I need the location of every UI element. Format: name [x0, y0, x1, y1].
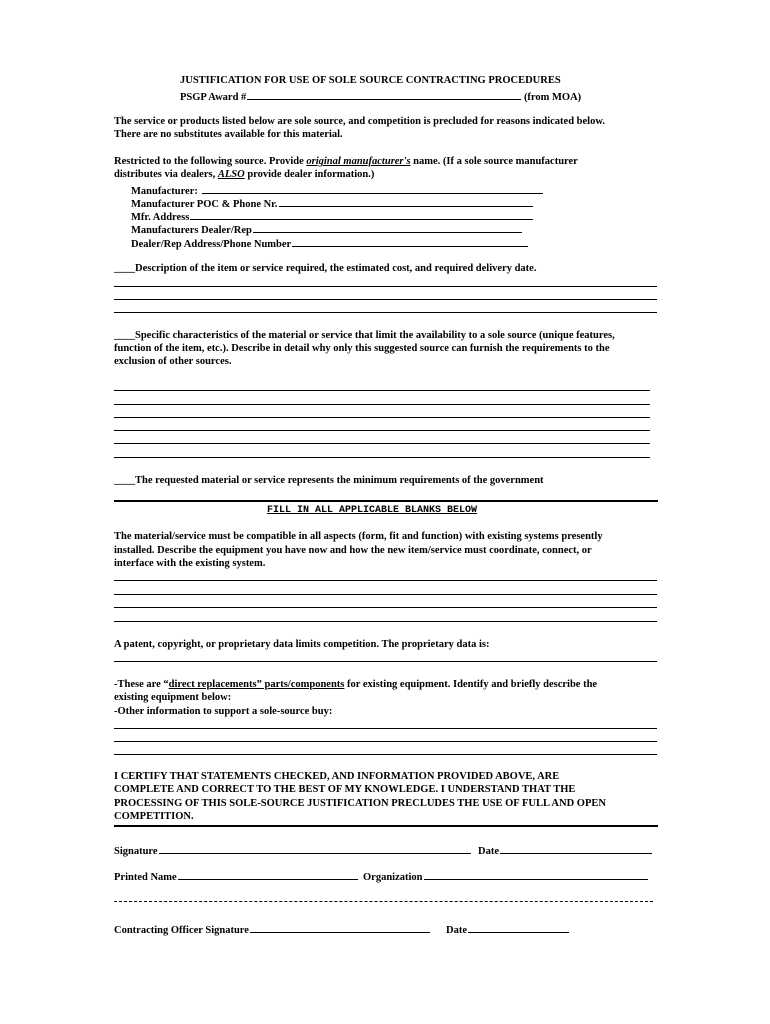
printed-name-row — [114, 868, 358, 884]
compatible-line-2: installed. Describe the equipment you have now and how the new item/service must coordinate, connect, or — [114, 545, 592, 556]
award-row — [180, 88, 581, 104]
other-info-text: -Other information to support a sole-source buy: — [114, 706, 333, 717]
also-emphasis: ALSO — [217, 169, 245, 180]
direct-replacements-emphasis: direct replacements” parts/components — [168, 679, 345, 690]
dashed-separator — [114, 901, 653, 902]
patent-line[interactable] — [114, 661, 657, 662]
minimum-row — [114, 474, 544, 487]
original-manufacturer-emphasis: original manufacturer's — [306, 156, 411, 167]
intro-line-1: The service or products listed below are sole source, and competition is precluded for reasons indicated below. — [114, 116, 605, 127]
replacements-line-1: -These are “direct replacements” parts/components for existing equipment. Identify and briefly describe the — [114, 679, 598, 690]
organization-row — [363, 868, 648, 884]
manufacturer-poc-label: Manufacturer POC & Phone Nr. — [131, 199, 278, 210]
mfr-address-label: Mfr. Address — [131, 212, 190, 223]
form-title: JUSTIFICATION FOR USE OF SOLE SOURCE CONTRACTING PROCEDURES — [180, 75, 561, 86]
description-checkbox[interactable]: ____ — [114, 263, 135, 274]
co-signature-row — [114, 921, 430, 937]
organization-label: Organization — [363, 872, 423, 883]
description-row — [114, 262, 536, 275]
dealer-rep-field[interactable] — [253, 221, 522, 233]
description-line[interactable] — [114, 286, 657, 287]
compatible-line-1: The material/service must be compatible in all aspects (form, fit and function) with existing systems presently — [114, 531, 603, 542]
printed-name-field[interactable] — [178, 868, 358, 880]
date-label: Date — [478, 846, 499, 857]
replacements-line-2: existing equipment below: — [114, 692, 232, 703]
certify-divider — [114, 825, 658, 827]
award-number-field[interactable] — [247, 88, 521, 100]
award-suffix: (from MOA) — [523, 92, 582, 103]
mfr-address-field[interactable] — [190, 208, 533, 220]
patent-text: A patent, copyright, or proprietary data limits competition. The proprietary data is: — [114, 639, 490, 650]
co-date-field[interactable] — [468, 921, 569, 933]
specific-line[interactable] — [114, 417, 650, 418]
fill-in-heading: FILL IN ALL APPLICABLE BLANKS BELOW — [267, 505, 478, 516]
restricted-line-1: Restricted to the following source. Provide original manufacturer's name. (If a sole source manufacturer — [114, 156, 578, 167]
organization-field[interactable] — [424, 868, 648, 880]
certify-line-1: I CERTIFY THAT STATEMENTS CHECKED, AND INFORMATION PROVIDED ABOVE, ARE — [114, 771, 560, 782]
intro-line-2: There are no substitutes available for this material. — [114, 129, 343, 140]
specific-checkbox[interactable]: ____ — [114, 330, 135, 341]
replacements-line[interactable] — [114, 728, 657, 729]
specific-line[interactable] — [114, 457, 650, 458]
description-text: Description of the item or service required, the estimated cost, and required delivery date. — [135, 263, 537, 274]
dealer-address-field[interactable] — [292, 235, 528, 247]
signature-field[interactable] — [159, 842, 471, 854]
co-signature-field[interactable] — [250, 921, 430, 933]
co-date-label: Date — [446, 925, 467, 936]
specific-line-3: exclusion of other sources. — [114, 356, 232, 367]
date-row — [478, 842, 652, 858]
dealer-address-row — [131, 235, 528, 251]
certify-line-4: COMPETITION. — [114, 811, 194, 822]
printed-name-label: Printed Name — [114, 872, 177, 883]
specific-line[interactable] — [114, 430, 650, 431]
manufacturer-field[interactable] — [202, 182, 543, 194]
section-divider — [114, 500, 658, 502]
signature-label: Signature — [114, 846, 158, 857]
specific-line[interactable] — [114, 390, 650, 391]
award-label: PSGP Award # — [180, 92, 247, 103]
date-field[interactable] — [500, 842, 652, 854]
specific-line-1: ____Specific characteristics of the material or service that limit the availability to a sole source (unique features, — [114, 330, 615, 341]
minimum-text: The requested material or service represents the minimum requirements of the government — [135, 475, 544, 486]
specific-line[interactable] — [114, 404, 650, 405]
replacements-line[interactable] — [114, 754, 657, 755]
dealer-address-label: Dealer/Rep Address/Phone Number — [131, 239, 292, 250]
compatible-line[interactable] — [114, 607, 657, 608]
compatible-line[interactable] — [114, 621, 657, 622]
co-signature-label: Contracting Officer Signature — [114, 925, 249, 936]
manufacturer-poc-field[interactable] — [279, 195, 533, 207]
compatible-line[interactable] — [114, 594, 657, 595]
compatible-line[interactable] — [114, 580, 657, 581]
co-date-row — [446, 921, 569, 937]
minimum-checkbox[interactable]: ____ — [114, 475, 135, 486]
replacements-line[interactable] — [114, 741, 657, 742]
signature-row — [114, 842, 471, 858]
specific-line-2: function of the item, etc.). Describe in detail why only this suggested source can furnish the requirements to the — [114, 343, 610, 354]
specific-line[interactable] — [114, 443, 650, 444]
manufacturer-label: Manufacturer: — [131, 186, 201, 197]
dealer-rep-label: Manufacturers Dealer/Rep — [131, 225, 252, 236]
description-line[interactable] — [114, 312, 657, 313]
compatible-line-3: interface with the existing system. — [114, 558, 266, 569]
certify-line-2: COMPLETE AND CORRECT TO THE BEST OF MY KNOWLEDGE. I UNDERSTAND THAT THE — [114, 784, 576, 795]
description-line[interactable] — [114, 299, 657, 300]
certify-line-3: PROCESSING OF THIS SOLE-SOURCE JUSTIFICATION PRECLUDES THE USE OF FULL AND OPEN — [114, 798, 606, 809]
restricted-line-2: distributes via dealers, ALSO provide dealer information.) — [114, 169, 375, 180]
